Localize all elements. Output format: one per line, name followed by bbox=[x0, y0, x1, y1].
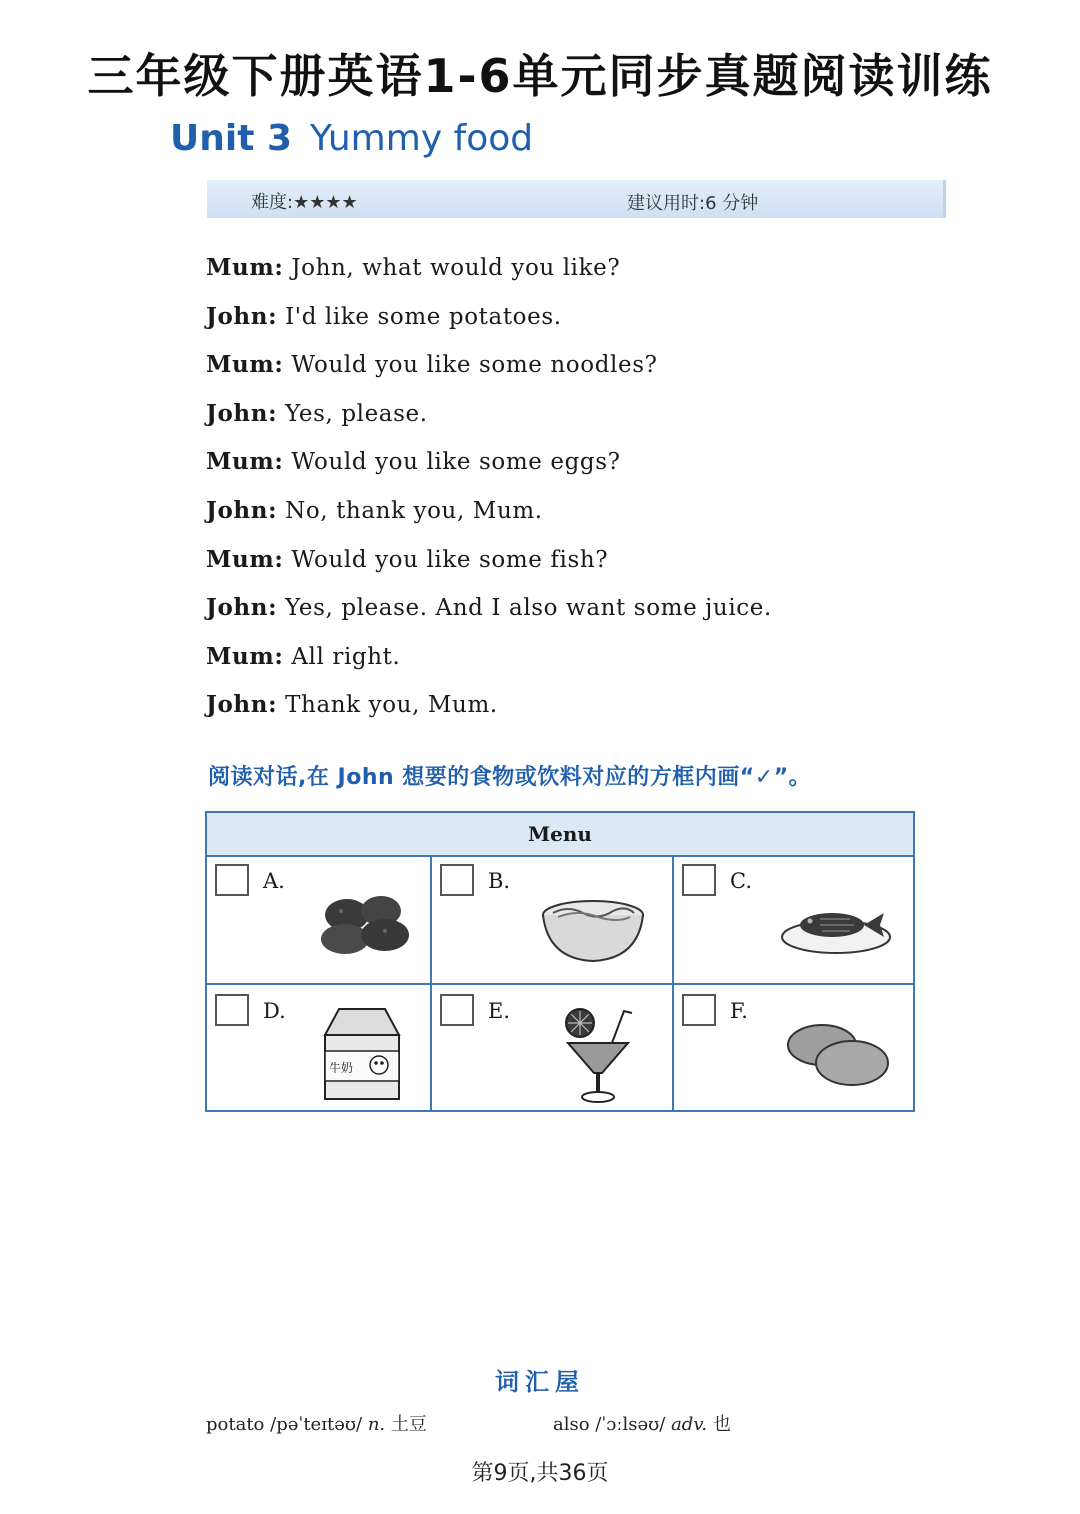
difficulty-rating: 难度:★★★★ bbox=[251, 192, 358, 213]
speaker: John: bbox=[206, 302, 278, 330]
suggested-time: 建议用时:6 分钟 bbox=[627, 193, 759, 214]
menu-item-c bbox=[674, 855, 913, 983]
dialogue-line bbox=[206, 442, 772, 491]
speaker: John: bbox=[206, 594, 278, 622]
info-bar bbox=[207, 180, 946, 218]
menu-item-b bbox=[432, 855, 672, 983]
line-text: No, thank you, Mum. bbox=[285, 497, 543, 524]
vocab-entry bbox=[553, 1410, 731, 1436]
dialogue-line bbox=[206, 637, 772, 686]
dialogue bbox=[206, 248, 772, 734]
eggs-icon bbox=[786, 1021, 896, 1091]
page-title: 三年级下册英语1-6单元同步真题阅读训练 bbox=[87, 49, 993, 103]
item-label: F. bbox=[730, 999, 748, 1023]
speaker: Mum: bbox=[206, 351, 284, 379]
noodles-icon bbox=[538, 897, 648, 967]
potatoes-icon bbox=[315, 891, 415, 961]
line-text: Would you like some fish? bbox=[291, 546, 609, 573]
item-label: C. bbox=[730, 869, 752, 893]
milk-carton-icon bbox=[319, 1005, 405, 1105]
menu-item-d bbox=[207, 985, 430, 1110]
vocab-word: also bbox=[553, 1414, 590, 1435]
item-label: D. bbox=[263, 999, 286, 1023]
item-label: E. bbox=[488, 999, 511, 1023]
line-text: Yes, please. And I also want some juice. bbox=[285, 595, 772, 622]
unit-name: Yummy food bbox=[310, 118, 534, 159]
dialogue-line bbox=[206, 588, 772, 637]
item-label: A. bbox=[263, 869, 285, 893]
dialogue-line bbox=[206, 491, 772, 540]
dialogue-line bbox=[206, 394, 772, 443]
vocab-ipa: /pəˈteɪtəʊ/ bbox=[270, 1414, 363, 1435]
vocab-entry bbox=[206, 1410, 427, 1436]
speaker: Mum: bbox=[206, 254, 284, 281]
line-text: Would you like some noodles? bbox=[291, 352, 658, 379]
page-number: 第9页,共36页 bbox=[471, 1461, 609, 1486]
checkbox-f[interactable] bbox=[682, 994, 716, 1026]
menu-table bbox=[205, 811, 915, 1112]
carton-text: 牛奶 bbox=[329, 1061, 354, 1075]
line-text: I'd like some potatoes. bbox=[285, 303, 562, 330]
line-text: John, what would you like? bbox=[291, 255, 621, 281]
dialogue-line bbox=[206, 685, 772, 734]
speaker: Mum: bbox=[206, 448, 284, 476]
menu-item-a bbox=[207, 855, 430, 983]
unit-title bbox=[170, 118, 533, 159]
dialogue-line bbox=[206, 345, 772, 394]
line-text: Would you like some eggs? bbox=[291, 449, 621, 476]
speaker: Mum: bbox=[206, 642, 284, 670]
speaker: John: bbox=[206, 691, 278, 719]
vocab-meaning: 也 bbox=[712, 1414, 731, 1435]
checkbox-c[interactable] bbox=[682, 864, 716, 896]
dialogue-line bbox=[206, 297, 772, 346]
speaker: Mum: bbox=[206, 545, 284, 573]
juice-icon bbox=[558, 1003, 638, 1107]
vocab-word: potato bbox=[206, 1414, 265, 1435]
menu-item-f bbox=[674, 985, 913, 1110]
vocab-title: 词汇屋 bbox=[495, 1368, 585, 1396]
checkbox-d[interactable] bbox=[215, 994, 249, 1026]
checkbox-e[interactable] bbox=[440, 994, 474, 1026]
line-text: Yes, please. bbox=[285, 400, 428, 427]
speaker: John: bbox=[206, 399, 278, 427]
fish-icon bbox=[780, 899, 896, 959]
checkbox-b[interactable] bbox=[440, 864, 474, 896]
line-text: Thank you, Mum. bbox=[285, 692, 498, 719]
menu-item-e bbox=[432, 985, 672, 1110]
dialogue-line bbox=[206, 540, 772, 589]
vocab-meaning: 土豆 bbox=[390, 1414, 427, 1435]
menu-header: Menu bbox=[207, 813, 913, 857]
instruction: 阅读对话,在 John 想要的食物或饮料对应的方框内画“✓”。 bbox=[208, 765, 812, 790]
vocab-pos: adv. bbox=[671, 1414, 708, 1435]
checkbox-a[interactable] bbox=[215, 864, 249, 896]
speaker: John: bbox=[206, 496, 278, 524]
line-text: All right. bbox=[291, 643, 401, 670]
vocab-pos: n. bbox=[367, 1414, 386, 1435]
unit-number: Unit 3 bbox=[170, 118, 292, 159]
vocab-ipa: /ˈɔːlsəʊ/ bbox=[595, 1414, 666, 1435]
item-label: B. bbox=[488, 869, 511, 893]
dialogue-line bbox=[206, 248, 772, 297]
